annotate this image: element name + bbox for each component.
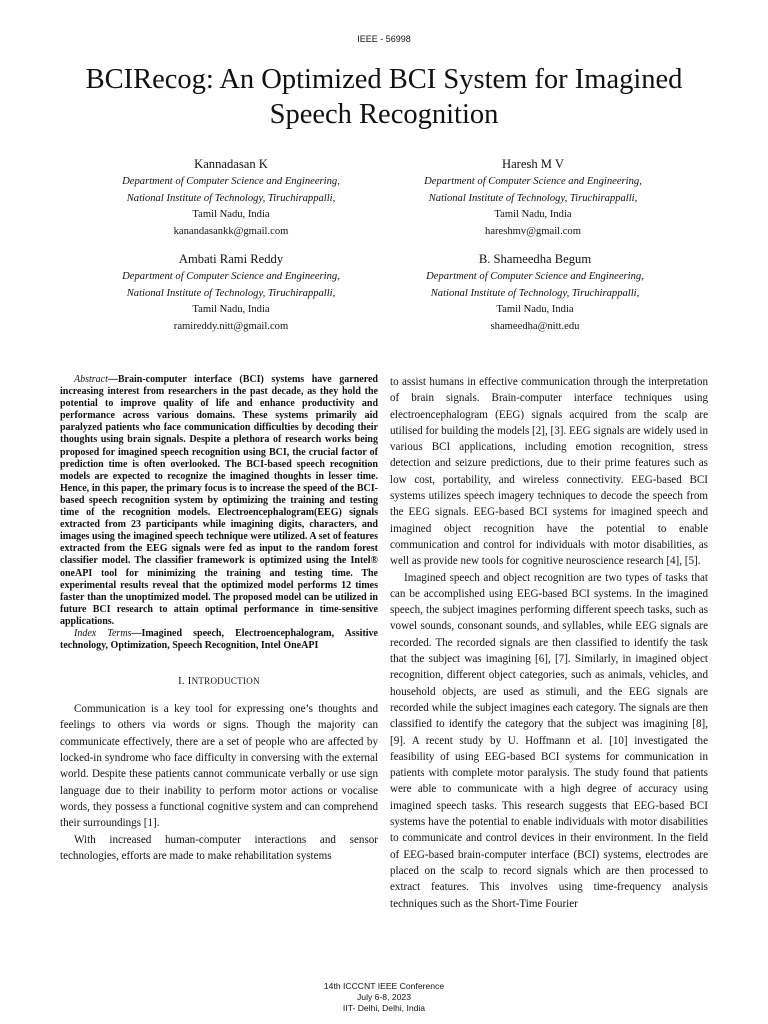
author-email: kanandasankk@gmail.com	[173, 225, 289, 237]
author-institution: National Institute of Technology, Tiruchirappalli,	[428, 192, 638, 204]
author-name: Ambati Rami Reddy	[178, 252, 284, 266]
abstract	[60, 374, 378, 628]
author-name: Haresh M V	[501, 157, 565, 171]
paper-title	[40, 62, 728, 132]
paper-title-line-1: BCIRecog: An Optimized BCI System for Imagined	[85, 64, 683, 95]
intro-paragraph-1: Communication is a key tool for expressing one’s thoughts and feelings to others via words or signs. Though the majority can communicate effectively, there are a set of people who are affected by locked-in syndrome who face difficulty in conversing with the external world. Despite these patients cannot communicate verbally or use sign language due to their inability to perform motor actions or vocalise words, they possess a functional cognitive system and can comprehend their surroundings [1].	[60, 703, 378, 830]
author-location: Tamil Nadu, India	[494, 209, 572, 220]
author-location: Tamil Nadu, India	[192, 209, 270, 220]
author-location: Tamil Nadu, India	[496, 304, 574, 315]
author-department: Department of Computer Science and Engineering,	[426, 271, 644, 282]
right-column	[390, 374, 708, 912]
index-terms-label: Index Terms	[74, 627, 132, 639]
author-institution: National Institute of Technology, Tiruchirappalli,	[430, 287, 640, 299]
author-institution: National Institute of Technology, Tiruchirappalli,	[126, 287, 336, 299]
footer-dates: July 6-8, 2023	[357, 992, 411, 1002]
author-email: shameedha@nitt.edu	[490, 320, 580, 332]
author-department: Department of Computer Science and Engineering,	[122, 176, 340, 187]
author-email: ramireddy.nitt@gmail.com	[173, 320, 289, 332]
index-terms-text: —Imagined speech, Electroencephalogram, Assitive technology, Optimization, Speech Recognition, Intel OneAPI	[60, 627, 378, 652]
section-title: NTRODUCTION	[191, 676, 260, 687]
section-numeral: I. I	[178, 676, 192, 688]
author-location: Tamil Nadu, India	[192, 304, 270, 315]
author-department: Department of Computer Science and Engineering,	[424, 176, 642, 187]
abstract-label: Abstract	[74, 374, 108, 385]
author-department: Department of Computer Science and Engineering,	[122, 271, 340, 282]
abstract-text: —Brain-computer interface (BCI) systems have garnered increasing interest from researchers in the past decade, as they hold the potential to improve quality of life and enhance productivity and performance across various domains. These systems primarily aid paralyzed patients who face communication difficulties by decoding their thoughts using brain signals. Despite a plethora of research works being proposed for imagined speech recognition using BCI, the crucial factor of prediction time is often overlooked. The BCI-based speech recognition models are expected to recognize the imagined thoughts in lesser time. Hence, in this paper, the primary focus is to increase the speed of the BCI-based speech recognition system by optimizing the training and testing time of the recognition models. Electroencephalogram(EEG) signals extracted from 23 participants while imagining digits, characters, and images using the imagined speech technique were utilized. A set of features extracted from the EEG signals were fed as input to the random forest classifier model. The classifier framework is optimized using the Intel® oneAPI tool for minimizing the training and testing time. The experimental results reveal that the optimized model performs 12 times faster than the unoptimized model. The proposed model can be utilized in future BCI research to attain optimal performance in time-sensitive applications.	[60, 374, 378, 627]
left-column	[60, 374, 378, 864]
conference-footer	[0, 981, 768, 1014]
conference-id: IEEE - 56998	[357, 34, 411, 44]
author-name: B. Shameedha Begum	[478, 252, 592, 266]
author-block-2	[383, 155, 683, 240]
intro-paragraph-3: Imagined speech and object recognition are two types of tasks that can be accomplished using EEG-based BCI systems. In the imagined speech, the subject imagines performing different speech tasks, such as vowel sounds, consonant sounds, and syllables, while EEG signals are recorded. The recorded signals are then classified to identify the task that the subject was imagining [6], [7]. Similarly, in imagined object recognition, different object categories, such as animals, vehicles, and household objects, are used as stimuli, and the EEG signals are recorded while the subject imagines each category. The signals are then classified to identify the category that the subject was imagining [8], [9]. A recent study by U. Hoffmann et al. [10] investigated the feasibility of using EEG-based BCI systems for communication in patients with complete motor paralysis. The study found that patients were able to communicate with a high degree of accuracy using imagined speech tasks. This research suggests that EEG-based BCI systems have the potential to enable individuals with motor disabilities to communicate and control devices in their environment. In the field of EEG-based brain-computer interface (BCI) systems, electrodes are placed on the scalp to record signals which are then processed to extract features. This involves using time-frequency analysis techniques such as the Short-Time Fourier	[390, 571, 708, 910]
section-heading-introduction	[60, 676, 378, 687]
footer-conference: 14th ICCCNT IEEE Conference	[323, 981, 445, 991]
paper-title-line-2: Speech Recognition	[269, 99, 499, 130]
author-email: hareshmv@gmail.com	[485, 225, 581, 237]
author-block-4	[385, 250, 685, 335]
author-institution: National Institute of Technology, Tiruchirappalli,	[126, 192, 336, 204]
author-block-1	[81, 155, 381, 240]
author-name: Kannadasan K	[194, 157, 268, 171]
intro-continuation: to assist humans in effective communication through the interpretation of brain signals. Brain-computer interface techniques using electroencephalogram (EEG) signals acquired from the scalp are utilised for building the models [2], [3]. EEG signals are widely used in various BCI applications, including emotion recognition, stress detection and seizure predictions, due to their prime features such as low cost, portability, and wireless connectivity. EEG-based BCI systems utilizes speech imagery techniques to decode the speech from the EEG signals. EEG-based BCI systems for imagined speech and imagined object recognition have the potential to enable communication and control for individuals with motor disabilities, as well as provide new tools for cognitive neuroscience research [4], [5].	[390, 376, 708, 568]
author-block-3	[81, 250, 381, 335]
intro-paragraph-2: With increased human-computer interactions and sensor technologies, efforts are made to make rehabilitation systems	[60, 833, 378, 862]
index-terms	[60, 628, 378, 652]
footer-location: IIT- Delhi, Delhi, India	[342, 1003, 426, 1013]
